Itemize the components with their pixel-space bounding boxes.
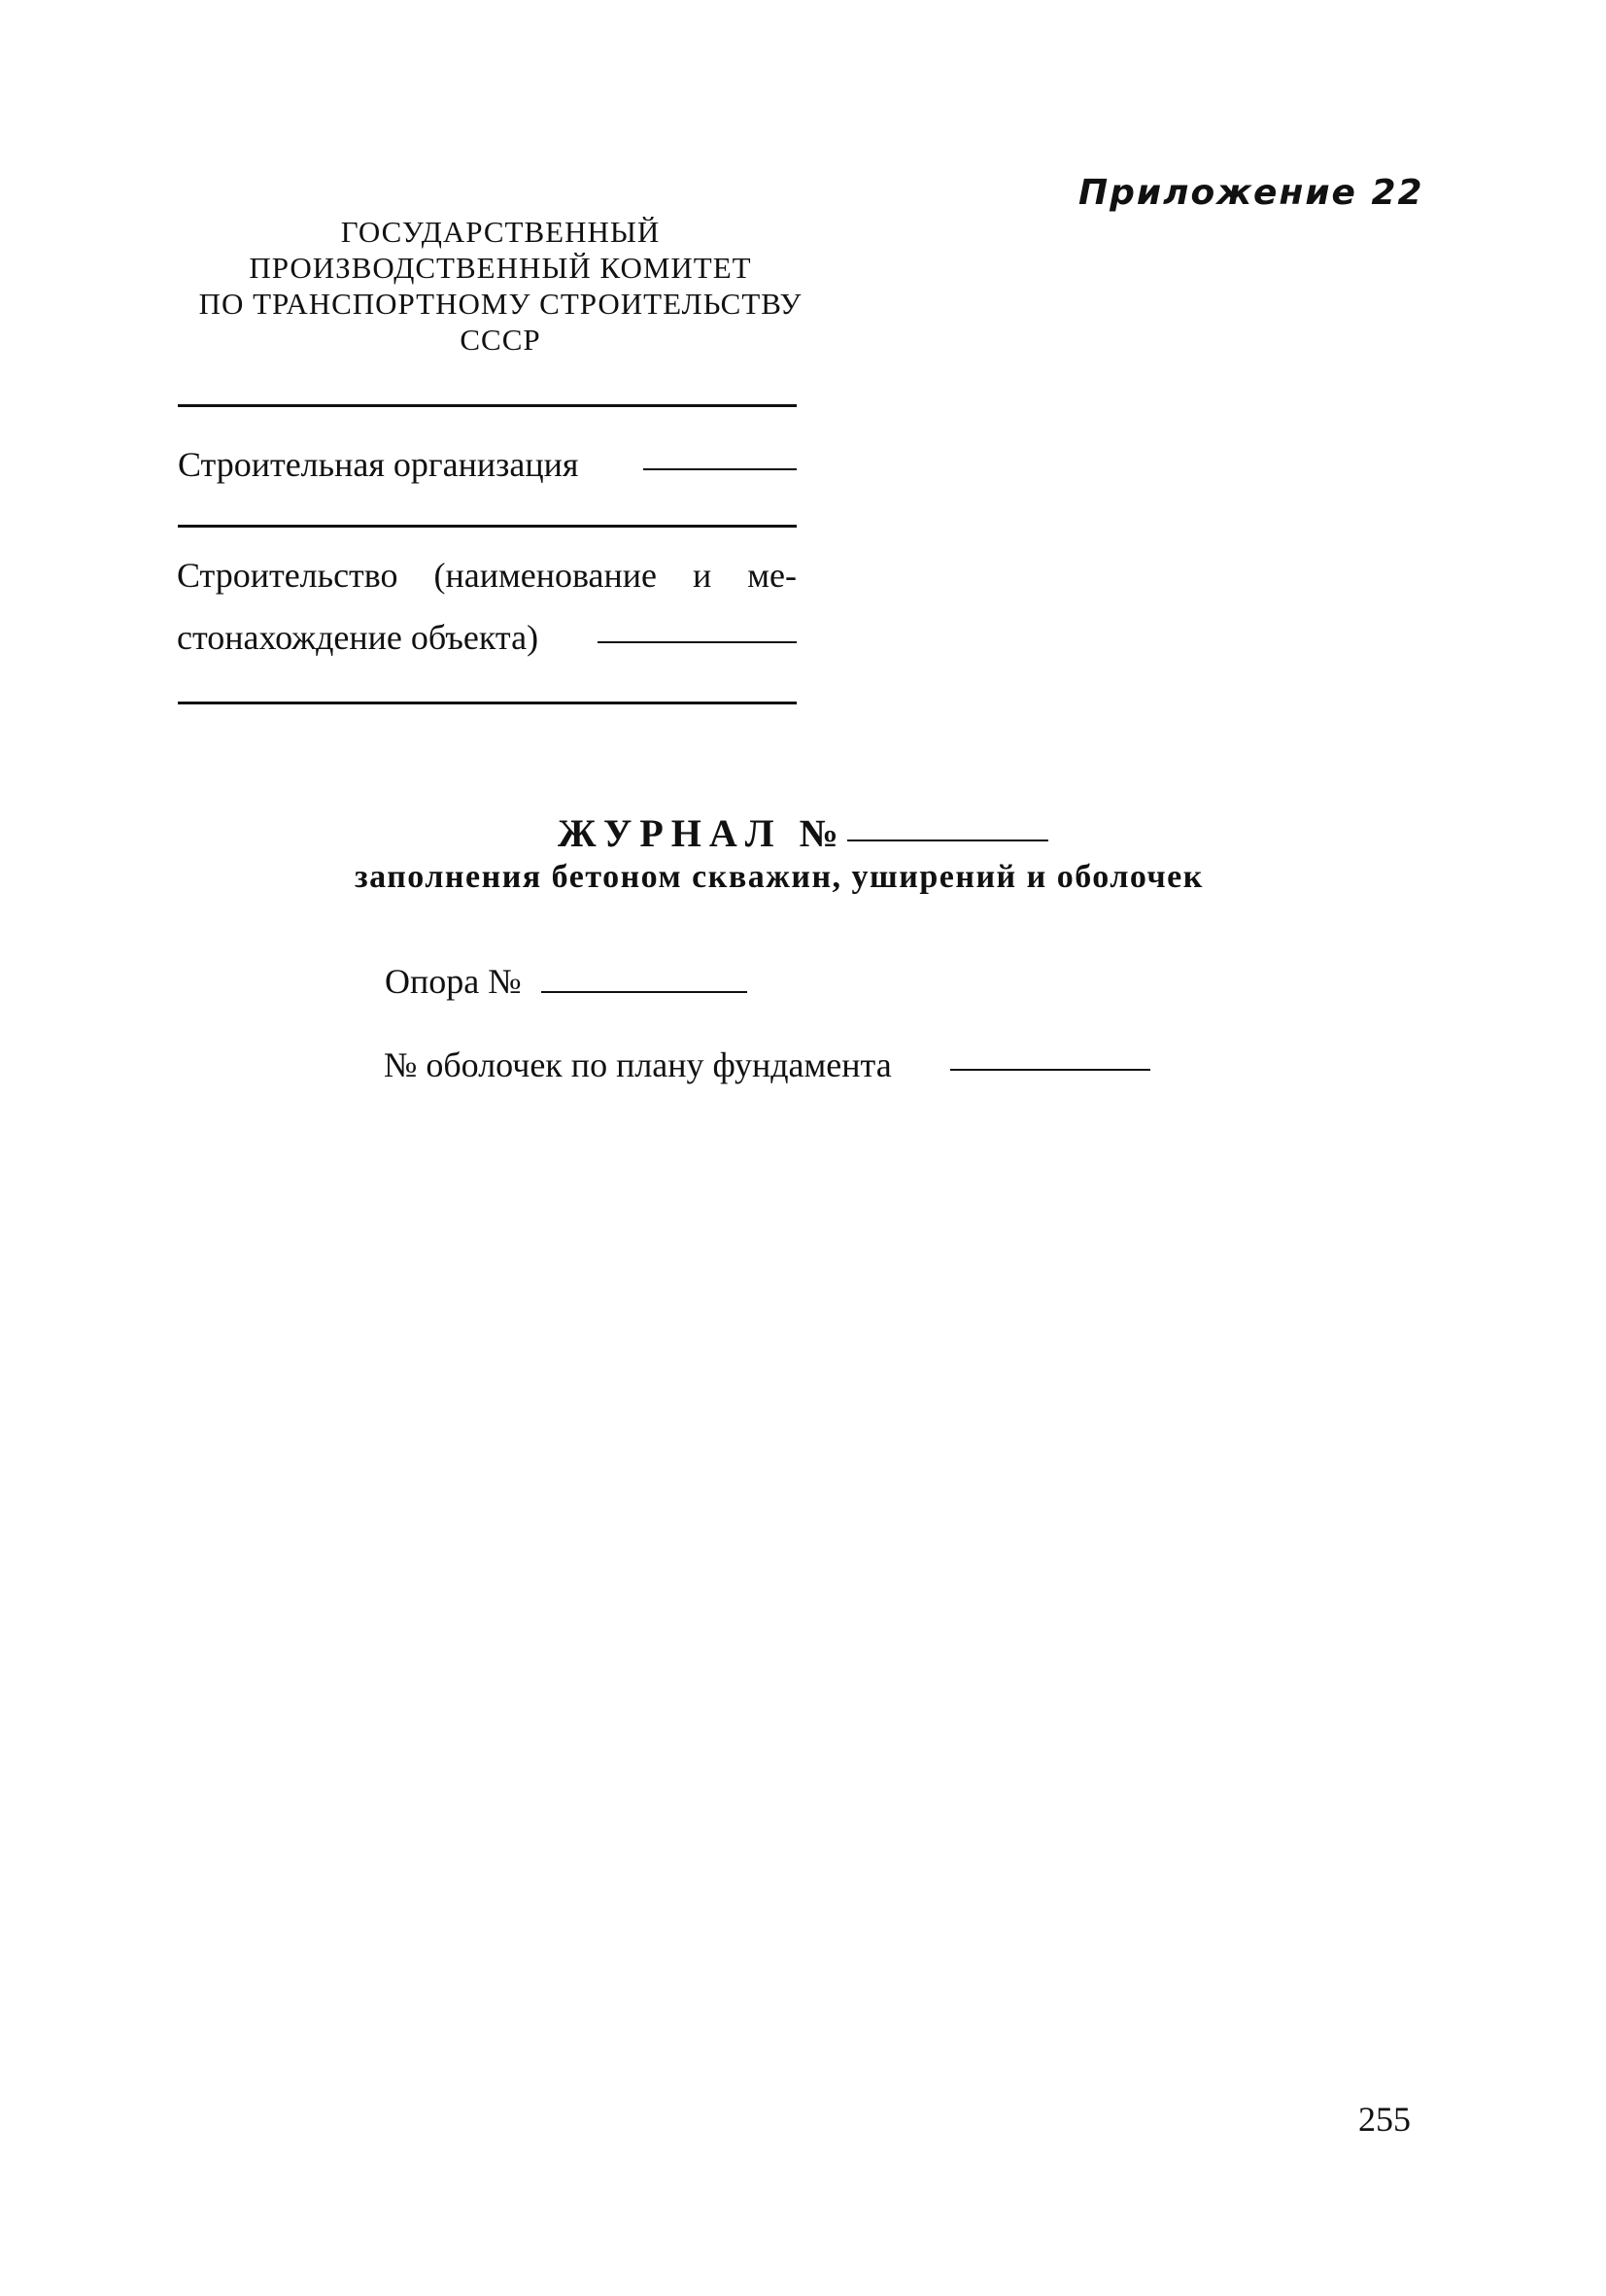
- organization-header: [165, 214, 836, 358]
- construction-site-label-line2: стонахождение объекта): [177, 618, 539, 657]
- builder-organization-label: Строительная организация: [178, 445, 579, 484]
- organization-header-line: ГОСУДАРСТВЕННЫЙ: [340, 215, 661, 249]
- site-label-word: и: [693, 556, 712, 595]
- journal-number-blank: [847, 840, 1048, 841]
- site-label-word: ме-: [747, 556, 797, 595]
- site-label-word: Строительство: [177, 556, 398, 595]
- builder-organization-blank: [643, 468, 797, 470]
- support-number-blank: [541, 991, 747, 993]
- journal-title: ЖУРНАЛ №: [558, 811, 846, 855]
- organization-header-line: ПРОИЗВОДСТВЕННЫЙ КОМИТЕТ: [249, 251, 752, 285]
- shells-number-label: № оболочек по плану фундамента: [384, 1045, 892, 1084]
- construction-site-label-line1: [177, 556, 797, 595]
- separator-line: [178, 525, 797, 528]
- appendix-label: Приложение 22: [1078, 173, 1424, 213]
- shells-number-blank: [950, 1069, 1150, 1071]
- separator-line: [178, 702, 797, 704]
- separator-line: [178, 404, 797, 407]
- site-label-word: (наименование: [433, 556, 658, 595]
- page-number: 255: [1358, 2100, 1411, 2139]
- construction-site-blank: [598, 641, 797, 643]
- organization-header-line: СССР: [460, 323, 541, 357]
- organization-header-line: ПО ТРАНСПОРТНОМУ СТРОИТЕЛЬСТВУ: [198, 287, 803, 321]
- journal-subtitle: заполнения бетоном скважин, уширений и оболочек: [355, 859, 1204, 895]
- support-number-label: Опора №: [385, 962, 522, 1001]
